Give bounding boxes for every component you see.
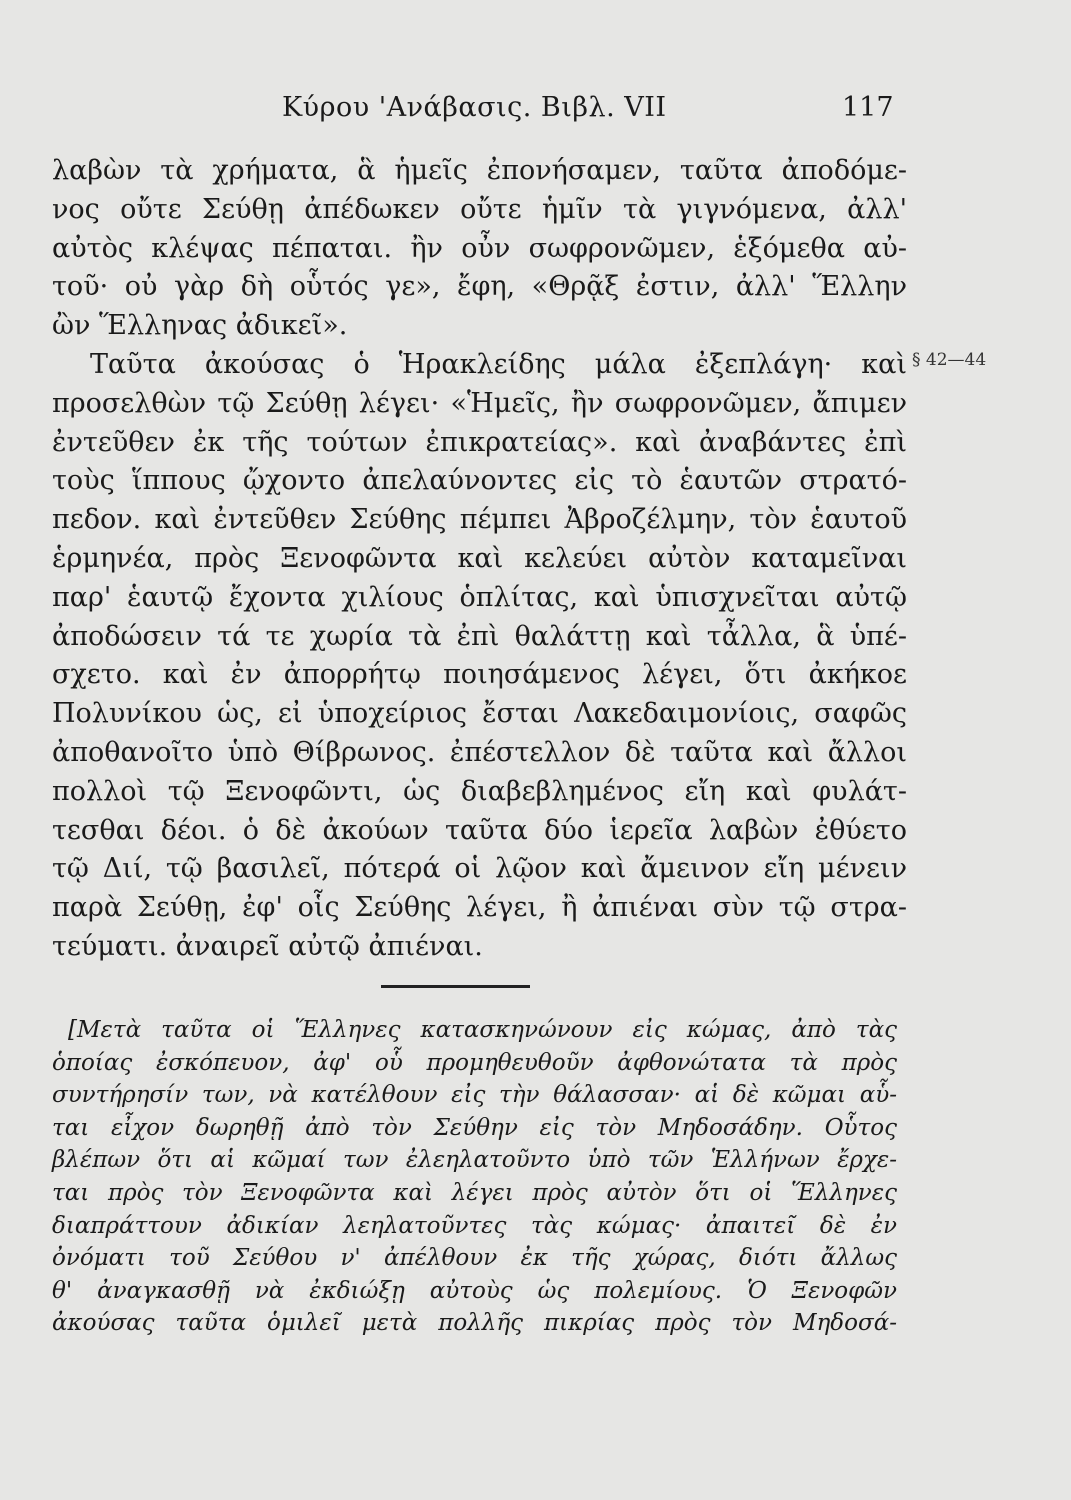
text-line: ἑρμηνέα, πρὸς Ξενοφῶντα καὶ κελεύει αὐτὸν καταμεῖναι bbox=[52, 542, 907, 574]
commentary-line: ὁποίας ἐσκόπευον, ἀφ' οὗ προμηθευθοῦν ἀφθονώτατα τὰ πρὸς bbox=[52, 1049, 897, 1076]
text-line: ὢν Ἕλληνας ἀδικεῖ». bbox=[52, 310, 348, 342]
commentary-line: ὀνόματι τοῦ Σεύθου ν' ἀπέλθουν ἐκ τῆς χώρας, διότι ἄλλως bbox=[52, 1245, 897, 1272]
main-text bbox=[52, 152, 907, 967]
commentary-line: [Μετὰ ταῦτα οἱ Ἕλληνες κατασκηνώνουν εἰς κώμας, ἀπὸ τὰς bbox=[68, 1017, 897, 1043]
text-line: ἀποθανοῖτο ὑπὸ Θίβρωνος. ἐπέστελλον δὲ ταῦτα καὶ ἄλλοι bbox=[52, 736, 907, 768]
text-line: πεδον. καὶ ἐντεῦθεν Σεύθης πέμπει Ἀβροζέλμην, τὸν ἑαυτοῦ bbox=[52, 504, 907, 536]
commentary-text bbox=[52, 1014, 897, 1340]
text-line: ἀποδώσειν τά τε χωρία τὰ ἐπὶ θαλάττῃ καὶ τἆλλα, ἃ ὑπέ- bbox=[52, 620, 907, 652]
commentary-line: ται εἶχον δωρηθῇ ἀπὸ τὸν Σεύθην εἰς τὸν Μηδοσάδην. Οὗτος bbox=[52, 1114, 897, 1141]
text-line: τεύματι. ἀναιρεῖ αὐτῷ ἀπιέναι. bbox=[52, 930, 483, 962]
text-line: προσελθὼν τῷ Σεύθῃ λέγει· «Ἡμεῖς, ἢν σωφρονῶμεν, ἄπιμεν bbox=[52, 387, 907, 419]
text-line: αὐτὸς κλέψας πέπαται. ἢν οὖν σωφρονῶμεν, ἑξόμεθα αὐ- bbox=[52, 232, 907, 264]
text-line: τῷ Διί, τῷ βασιλεῖ, πότερά οἱ λῷον καὶ ἄμεινον εἴη μένειν bbox=[52, 853, 907, 885]
section-divider bbox=[381, 985, 530, 988]
page-number: 117 bbox=[842, 92, 894, 123]
commentary-line: βλέπων ὅτι αἱ κῶμαί των ἐλεηλατοῦντο ὑπὸ τῶν Ἑλλήνων ἔρχε- bbox=[52, 1147, 897, 1174]
text-line: νος οὔτε Σεύθῃ ἀπέδωκεν οὔτε ἡμῖν τὰ γιγνόμενα, ἀλλ' bbox=[52, 193, 907, 225]
page-header bbox=[0, 92, 1071, 132]
text-line: λαβὼν τὰ χρήματα, ἃ ἡμεῖς ἐπονήσαμεν, ταῦτα ἀποδόμε- bbox=[52, 155, 907, 186]
commentary-line: ται πρὸς τὸν Ξενοφῶντα καὶ λέγει πρὸς αὐτὸν ὅτι οἱ Ἕλληνες bbox=[52, 1179, 897, 1206]
text-line: πολλοὶ τῷ Ξενοφῶντι, ὡς διαβεβλημένος εἴη καὶ φυλάτ- bbox=[52, 775, 907, 807]
text-line: τοῦ· οὐ γὰρ δὴ οὗτός γε», ἔφη, «Θρᾷξ ἐστιν, ἀλλ' Ἕλλην bbox=[52, 271, 907, 303]
text-line: Πολυνίκου ὡς, εἰ ὑποχείριος ἔσται Λακεδαιμονίοις, σαφῶς bbox=[52, 698, 907, 730]
text-line: ἐντεῦθεν ἐκ τῆς τούτων ἐπικρατείας». καὶ ἀναβάντες ἐπὶ bbox=[52, 426, 907, 458]
text-line: τεσθαι δέοι. ὁ δὲ ἀκούων ταῦτα δύο ἱερεῖα λαβὼν ἐθύετο bbox=[52, 814, 907, 846]
commentary-line: συντήρησίν των, νὰ κατέλθουν εἰς τὴν θάλασσαν· αἱ δὲ κῶμαι αὗ- bbox=[52, 1082, 897, 1109]
text-line: παρὰ Σεύθῃ, ἐφ' οἷς Σεύθης λέγει, ἢ ἀπιέναι σὺν τῷ στρα- bbox=[52, 892, 907, 924]
text-line: παρ' ἑαυτῷ ἔχοντα χιλίους ὁπλίτας, καὶ ὑπισχνεῖται αὐτῷ bbox=[52, 581, 907, 613]
commentary-line: θ' ἀναγκασθῇ νὰ ἐκδιώξῃ αὐτοὺς ὡς πολεμίους. Ὁ Ξενοφῶν bbox=[52, 1277, 897, 1304]
commentary-line: ἀκούσας ταῦτα ὁμιλεῖ μετὰ πολλῆς πικρίας πρὸς τὸν Μηδοσά- bbox=[52, 1310, 897, 1337]
text-line: σχετο. καὶ ἐν ἀπορρήτῳ ποιησάμενος λέγει, ὅτι ἀκήκοε bbox=[52, 659, 907, 691]
text-line: Ταῦτα ἀκούσας ὁ Ἡρακλείδης μάλα ἐξεπλάγη· καὶ bbox=[90, 348, 907, 380]
section-margin-note: § 42—44 bbox=[912, 350, 987, 370]
commentary-line: διαπράττουν ἀδικίαν λεηλατοῦντες τὰς κώμας· ἀπαιτεῖ δὲ ἐν bbox=[52, 1212, 897, 1239]
running-title: Κύρου 'Ανάβασις. Βιβλ. VII bbox=[282, 92, 667, 123]
text-line: τοὺς ἵππους ᾤχοντο ἀπελαύνοντες εἰς τὸ ἑαυτῶν στρατό- bbox=[52, 465, 907, 497]
